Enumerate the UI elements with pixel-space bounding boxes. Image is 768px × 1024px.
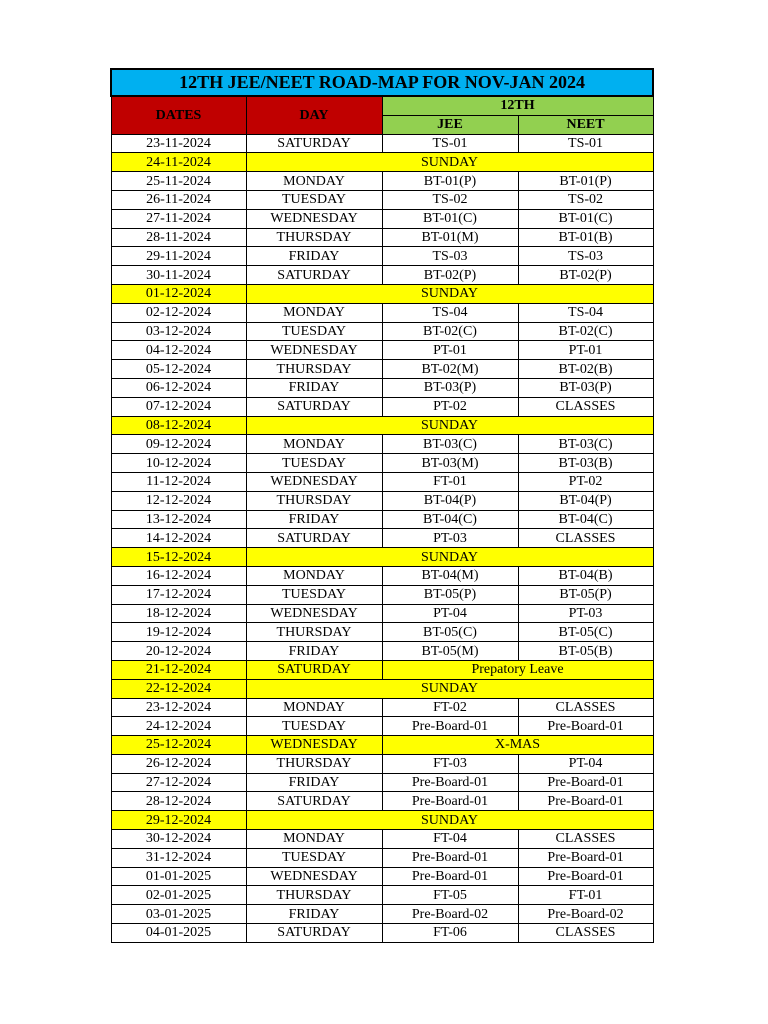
date-cell: 20-12-2024	[111, 642, 246, 661]
header-dates: DATES	[111, 96, 246, 134]
table-row	[111, 510, 653, 529]
table-row	[111, 905, 653, 924]
jee-cell: BT-03(M)	[382, 454, 518, 473]
day-cell: THURSDAY	[246, 228, 382, 247]
date-cell: 13-12-2024	[111, 510, 246, 529]
date-cell: 15-12-2024	[111, 548, 246, 567]
date-cell: 02-12-2024	[111, 303, 246, 322]
day-cell: FRIDAY	[246, 510, 382, 529]
day-cell: WEDNESDAY	[246, 341, 382, 360]
table-row	[111, 773, 653, 792]
table-row	[111, 566, 653, 585]
neet-cell: Pre-Board-01	[518, 867, 653, 886]
neet-cell: BT-04(C)	[518, 510, 653, 529]
day-cell: WEDNESDAY	[246, 867, 382, 886]
neet-cell: BT-01(B)	[518, 228, 653, 247]
date-cell: 11-12-2024	[111, 472, 246, 491]
date-cell: 14-12-2024	[111, 529, 246, 548]
roadmap-table	[110, 68, 654, 943]
neet-cell: TS-01	[518, 134, 653, 153]
table-row	[111, 284, 653, 303]
table-row	[111, 811, 653, 830]
day-cell: SATURDAY	[246, 792, 382, 811]
day-cell: THURSDAY	[246, 886, 382, 905]
date-cell: 29-12-2024	[111, 811, 246, 830]
date-cell: 23-11-2024	[111, 134, 246, 153]
table-row	[111, 848, 653, 867]
neet-cell: BT-01(C)	[518, 209, 653, 228]
neet-cell: CLASSES	[518, 397, 653, 416]
jee-cell: BT-02(M)	[382, 360, 518, 379]
table-row	[111, 660, 653, 679]
date-cell: 12-12-2024	[111, 491, 246, 510]
jee-cell: BT-03(P)	[382, 378, 518, 397]
day-cell: MONDAY	[246, 435, 382, 454]
jee-cell: PT-02	[382, 397, 518, 416]
neet-cell: PT-04	[518, 754, 653, 773]
day-cell: TUESDAY	[246, 454, 382, 473]
day-cell: MONDAY	[246, 830, 382, 849]
table-row	[111, 435, 653, 454]
date-cell: 03-01-2025	[111, 905, 246, 924]
neet-cell: BT-05(C)	[518, 623, 653, 642]
table-row	[111, 679, 653, 698]
neet-cell: Pre-Board-01	[518, 792, 653, 811]
header-jee: JEE	[382, 115, 518, 134]
jee-cell: BT-01(P)	[382, 172, 518, 191]
jee-cell: Pre-Board-01	[382, 848, 518, 867]
date-cell: 24-11-2024	[111, 153, 246, 172]
date-cell: 09-12-2024	[111, 435, 246, 454]
neet-cell: Pre-Board-02	[518, 905, 653, 924]
date-cell: 31-12-2024	[111, 848, 246, 867]
table-row	[111, 209, 653, 228]
neet-cell: CLASSES	[518, 830, 653, 849]
table-row	[111, 397, 653, 416]
holiday-cell: X-MAS	[382, 736, 653, 755]
day-cell: SATURDAY	[246, 660, 382, 679]
jee-cell: Pre-Board-01	[382, 792, 518, 811]
date-cell: 01-01-2025	[111, 867, 246, 886]
neet-cell: BT-05(B)	[518, 642, 653, 661]
neet-cell: PT-02	[518, 472, 653, 491]
day-cell: TUESDAY	[246, 717, 382, 736]
header-group-12th: 12TH	[382, 96, 653, 115]
day-cell: THURSDAY	[246, 623, 382, 642]
table-row	[111, 172, 653, 191]
neet-cell: PT-01	[518, 341, 653, 360]
day-cell: SATURDAY	[246, 529, 382, 548]
table-row	[111, 303, 653, 322]
day-cell: SATURDAY	[246, 924, 382, 943]
jee-cell: FT-05	[382, 886, 518, 905]
jee-cell: TS-01	[382, 134, 518, 153]
neet-cell: TS-02	[518, 190, 653, 209]
table-row	[111, 886, 653, 905]
date-cell: 26-12-2024	[111, 754, 246, 773]
day-cell: FRIDAY	[246, 642, 382, 661]
day-cell: SATURDAY	[246, 266, 382, 285]
jee-cell: BT-02(C)	[382, 322, 518, 341]
schedule-body	[111, 134, 653, 942]
neet-cell: BT-02(P)	[518, 266, 653, 285]
table-row	[111, 360, 653, 379]
jee-cell: BT-01(M)	[382, 228, 518, 247]
jee-cell: FT-02	[382, 698, 518, 717]
header-day: DAY	[246, 96, 382, 134]
date-cell: 17-12-2024	[111, 585, 246, 604]
jee-cell: TS-03	[382, 247, 518, 266]
day-cell: THURSDAY	[246, 360, 382, 379]
neet-cell: CLASSES	[518, 924, 653, 943]
table-row	[111, 754, 653, 773]
sheet-title: 12TH JEE/NEET ROAD-MAP FOR NOV-JAN 2024	[111, 69, 653, 96]
table-row	[111, 341, 653, 360]
date-cell: 25-12-2024	[111, 736, 246, 755]
jee-cell: BT-05(M)	[382, 642, 518, 661]
date-cell: 16-12-2024	[111, 566, 246, 585]
jee-cell: FT-01	[382, 472, 518, 491]
table-row	[111, 378, 653, 397]
date-cell: 23-12-2024	[111, 698, 246, 717]
neet-cell: BT-02(B)	[518, 360, 653, 379]
day-cell: WEDNESDAY	[246, 736, 382, 755]
jee-cell: FT-03	[382, 754, 518, 773]
day-cell: FRIDAY	[246, 247, 382, 266]
jee-cell: PT-01	[382, 341, 518, 360]
neet-cell: BT-03(C)	[518, 435, 653, 454]
date-cell: 08-12-2024	[111, 416, 246, 435]
neet-cell: TS-04	[518, 303, 653, 322]
table-row	[111, 416, 653, 435]
table-row	[111, 134, 653, 153]
date-cell: 26-11-2024	[111, 190, 246, 209]
holiday-cell: Prepatory Leave	[382, 660, 653, 679]
date-cell: 21-12-2024	[111, 660, 246, 679]
day-cell: THURSDAY	[246, 491, 382, 510]
neet-cell: BT-04(B)	[518, 566, 653, 585]
table-row	[111, 491, 653, 510]
date-cell: 25-11-2024	[111, 172, 246, 191]
table-row	[111, 924, 653, 943]
day-cell: TUESDAY	[246, 190, 382, 209]
date-cell: 05-12-2024	[111, 360, 246, 379]
table-row	[111, 642, 653, 661]
header-neet: NEET	[518, 115, 653, 134]
table-row	[111, 548, 653, 567]
day-cell: SATURDAY	[246, 397, 382, 416]
date-cell: 18-12-2024	[111, 604, 246, 623]
holiday-cell: SUNDAY	[246, 679, 653, 698]
table-row	[111, 830, 653, 849]
neet-cell: TS-03	[518, 247, 653, 266]
date-cell: 04-01-2025	[111, 924, 246, 943]
table-row	[111, 190, 653, 209]
holiday-cell: SUNDAY	[246, 811, 653, 830]
jee-cell: Pre-Board-02	[382, 905, 518, 924]
date-cell: 02-01-2025	[111, 886, 246, 905]
date-cell: 10-12-2024	[111, 454, 246, 473]
jee-cell: BT-04(P)	[382, 491, 518, 510]
day-cell: WEDNESDAY	[246, 472, 382, 491]
day-cell: MONDAY	[246, 698, 382, 717]
date-cell: 01-12-2024	[111, 284, 246, 303]
neet-cell: BT-05(P)	[518, 585, 653, 604]
jee-cell: TS-04	[382, 303, 518, 322]
neet-cell: CLASSES	[518, 529, 653, 548]
date-cell: 07-12-2024	[111, 397, 246, 416]
day-cell: SATURDAY	[246, 134, 382, 153]
table-row	[111, 623, 653, 642]
table-row	[111, 247, 653, 266]
date-cell: 03-12-2024	[111, 322, 246, 341]
table-row	[111, 529, 653, 548]
holiday-cell: SUNDAY	[246, 153, 653, 172]
neet-cell: BT-02(C)	[518, 322, 653, 341]
date-cell: 19-12-2024	[111, 623, 246, 642]
date-cell: 27-12-2024	[111, 773, 246, 792]
holiday-cell: SUNDAY	[246, 416, 653, 435]
jee-cell: Pre-Board-01	[382, 773, 518, 792]
neet-cell: Pre-Board-01	[518, 773, 653, 792]
neet-cell: CLASSES	[518, 698, 653, 717]
day-cell: FRIDAY	[246, 905, 382, 924]
table-row	[111, 717, 653, 736]
table-row	[111, 698, 653, 717]
table-row	[111, 153, 653, 172]
jee-cell: PT-04	[382, 604, 518, 623]
neet-cell: BT-03(P)	[518, 378, 653, 397]
jee-cell: FT-04	[382, 830, 518, 849]
jee-cell: BT-05(C)	[382, 623, 518, 642]
jee-cell: BT-05(P)	[382, 585, 518, 604]
date-cell: 27-11-2024	[111, 209, 246, 228]
day-cell: TUESDAY	[246, 848, 382, 867]
jee-cell: FT-06	[382, 924, 518, 943]
day-cell: MONDAY	[246, 172, 382, 191]
table-row	[111, 736, 653, 755]
table-row	[111, 792, 653, 811]
day-cell: FRIDAY	[246, 378, 382, 397]
holiday-cell: SUNDAY	[246, 284, 653, 303]
table-row	[111, 585, 653, 604]
jee-cell: PT-03	[382, 529, 518, 548]
jee-cell: BT-04(M)	[382, 566, 518, 585]
table-row	[111, 322, 653, 341]
date-cell: 06-12-2024	[111, 378, 246, 397]
table-row	[111, 472, 653, 491]
day-cell: WEDNESDAY	[246, 209, 382, 228]
day-cell: TUESDAY	[246, 585, 382, 604]
neet-cell: Pre-Board-01	[518, 717, 653, 736]
jee-cell: BT-01(C)	[382, 209, 518, 228]
neet-cell: PT-03	[518, 604, 653, 623]
neet-cell: Pre-Board-01	[518, 848, 653, 867]
neet-cell: FT-01	[518, 886, 653, 905]
date-cell: 28-12-2024	[111, 792, 246, 811]
table-row	[111, 266, 653, 285]
neet-cell: BT-03(B)	[518, 454, 653, 473]
jee-cell: BT-02(P)	[382, 266, 518, 285]
neet-cell: BT-04(P)	[518, 491, 653, 510]
day-cell: TUESDAY	[246, 322, 382, 341]
table-row	[111, 454, 653, 473]
day-cell: THURSDAY	[246, 754, 382, 773]
jee-cell: BT-04(C)	[382, 510, 518, 529]
date-cell: 22-12-2024	[111, 679, 246, 698]
day-cell: MONDAY	[246, 303, 382, 322]
date-cell: 30-12-2024	[111, 830, 246, 849]
table-row	[111, 228, 653, 247]
jee-cell: Pre-Board-01	[382, 717, 518, 736]
date-cell: 04-12-2024	[111, 341, 246, 360]
day-cell: WEDNESDAY	[246, 604, 382, 623]
holiday-cell: SUNDAY	[246, 548, 653, 567]
neet-cell: BT-01(P)	[518, 172, 653, 191]
jee-cell: TS-02	[382, 190, 518, 209]
day-cell: FRIDAY	[246, 773, 382, 792]
table-row	[111, 604, 653, 623]
jee-cell: BT-03(C)	[382, 435, 518, 454]
day-cell: MONDAY	[246, 566, 382, 585]
date-cell: 28-11-2024	[111, 228, 246, 247]
date-cell: 30-11-2024	[111, 266, 246, 285]
date-cell: 29-11-2024	[111, 247, 246, 266]
jee-cell: Pre-Board-01	[382, 867, 518, 886]
date-cell: 24-12-2024	[111, 717, 246, 736]
table-row	[111, 867, 653, 886]
